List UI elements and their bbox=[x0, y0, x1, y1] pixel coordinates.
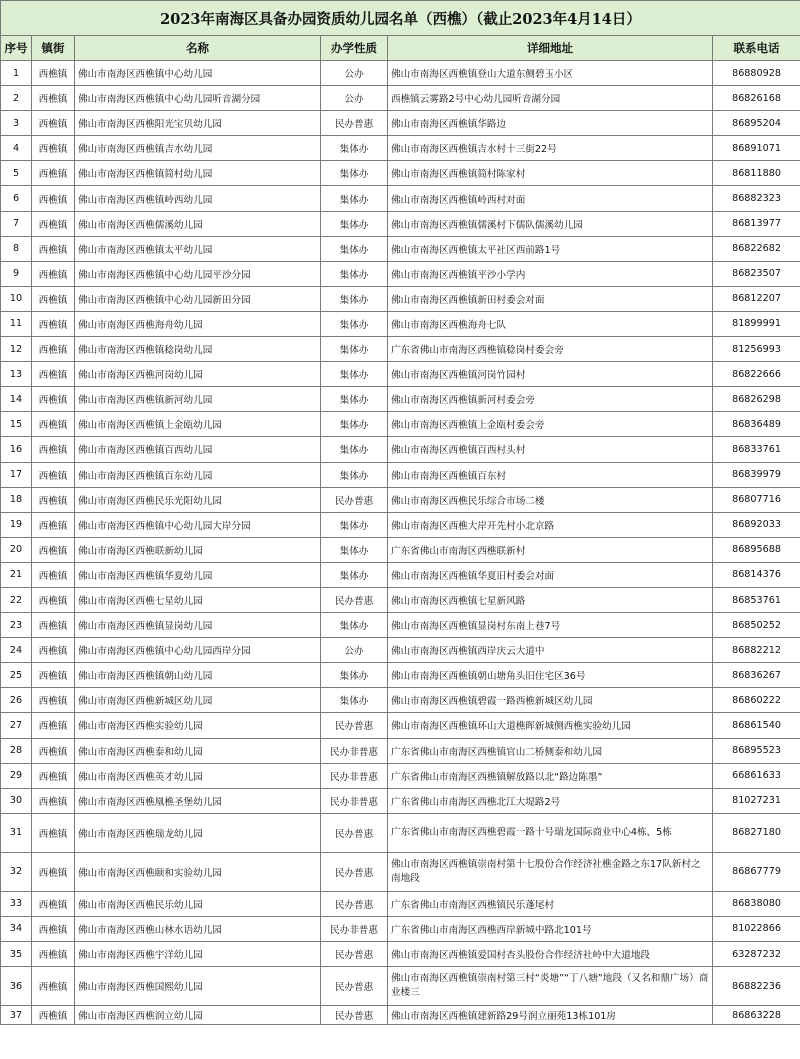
cell-address: 广东省佛山市南海区西樵联新村 bbox=[388, 537, 713, 562]
cell-nature: 集体办 bbox=[321, 186, 388, 211]
cell-name: 佛山市南海区西樵泰和幼儿园 bbox=[75, 738, 321, 763]
table-row bbox=[1, 1006, 800, 1025]
cell-phone: 86836267 bbox=[713, 663, 800, 688]
cell-address: 广东省佛山市南海区西樵镇稔岗村委会旁 bbox=[388, 337, 713, 362]
cell-phone: 86839979 bbox=[713, 462, 800, 487]
cell-nature: 集体办 bbox=[321, 537, 388, 562]
cell-address: 佛山市南海区西樵镇建新路29号润立丽苑13栋101房 bbox=[388, 1006, 713, 1025]
cell-nature: 集体办 bbox=[321, 412, 388, 437]
cell-address: 佛山市南海区西樵镇百西村头村 bbox=[388, 437, 713, 462]
cell-name: 佛山市南海区西樵镇简村幼儿园 bbox=[75, 161, 321, 186]
cell-nature: 民办普惠 bbox=[321, 487, 388, 512]
cell-town: 西樵镇 bbox=[32, 537, 75, 562]
table-row bbox=[1, 916, 800, 941]
cell-no: 9 bbox=[1, 261, 32, 286]
cell-no: 12 bbox=[1, 337, 32, 362]
cell-phone: 86822682 bbox=[713, 236, 800, 261]
table-row bbox=[1, 61, 800, 86]
cell-no: 24 bbox=[1, 638, 32, 663]
cell-address: 佛山市南海区西樵镇新河村委会旁 bbox=[388, 387, 713, 412]
cell-no: 27 bbox=[1, 713, 32, 738]
cell-town: 西樵镇 bbox=[32, 763, 75, 788]
cell-nature: 集体办 bbox=[321, 362, 388, 387]
cell-name: 佛山市南海区西樵民乐幼儿园 bbox=[75, 891, 321, 916]
cell-nature: 民办普惠 bbox=[321, 713, 388, 738]
header-town: 镇街 bbox=[32, 36, 75, 61]
cell-no: 1 bbox=[1, 61, 32, 86]
cell-phone: 86826298 bbox=[713, 387, 800, 412]
cell-town: 西樵镇 bbox=[32, 462, 75, 487]
table-row bbox=[1, 537, 800, 562]
cell-nature: 集体办 bbox=[321, 311, 388, 336]
table-row bbox=[1, 788, 800, 813]
cell-no: 18 bbox=[1, 487, 32, 512]
cell-phone: 86867779 bbox=[713, 852, 800, 891]
cell-no: 13 bbox=[1, 362, 32, 387]
cell-address: 佛山市南海区西樵镇华夏旧村委会对面 bbox=[388, 562, 713, 587]
cell-address: 广东省佛山市南海区西樵碧霞一路十号瑞龙国际商业中心4栋、5栋 bbox=[388, 813, 713, 852]
cell-name: 佛山市南海区西樵镇华夏幼儿园 bbox=[75, 562, 321, 587]
cell-address: 佛山市南海区西樵镇华路边 bbox=[388, 111, 713, 136]
table-row bbox=[1, 891, 800, 916]
cell-phone: 81256993 bbox=[713, 337, 800, 362]
cell-name: 佛山市南海区西樵镇岭西幼儿园 bbox=[75, 186, 321, 211]
cell-name: 佛山市南海区西樵联新幼儿园 bbox=[75, 537, 321, 562]
cell-nature: 民办非普惠 bbox=[321, 738, 388, 763]
cell-nature: 集体办 bbox=[321, 688, 388, 713]
cell-nature: 民办普惠 bbox=[321, 942, 388, 967]
table-row bbox=[1, 942, 800, 967]
cell-town: 西樵镇 bbox=[32, 412, 75, 437]
cell-nature: 集体办 bbox=[321, 136, 388, 161]
cell-no: 19 bbox=[1, 512, 32, 537]
table-row bbox=[1, 512, 800, 537]
cell-phone: 86813977 bbox=[713, 211, 800, 236]
cell-nature: 民办普惠 bbox=[321, 111, 388, 136]
table-row bbox=[1, 763, 800, 788]
cell-no: 21 bbox=[1, 562, 32, 587]
cell-nature: 民办普惠 bbox=[321, 1006, 388, 1025]
cell-nature: 集体办 bbox=[321, 236, 388, 261]
cell-town: 西樵镇 bbox=[32, 211, 75, 236]
cell-no: 20 bbox=[1, 537, 32, 562]
cell-nature: 集体办 bbox=[321, 462, 388, 487]
cell-name: 佛山市南海区西樵七星幼儿园 bbox=[75, 587, 321, 612]
cell-address: 佛山市南海区西樵镇七星新风路 bbox=[388, 587, 713, 612]
cell-address: 佛山市南海区西樵镇登山大道东侧碧玉小区 bbox=[388, 61, 713, 86]
cell-phone: 86850252 bbox=[713, 613, 800, 638]
cell-nature: 集体办 bbox=[321, 261, 388, 286]
cell-name: 佛山市南海区西樵镇显岗幼儿园 bbox=[75, 613, 321, 638]
cell-phone: 86882323 bbox=[713, 186, 800, 211]
cell-address: 佛山市南海区西樵镇吉水村十三街22号 bbox=[388, 136, 713, 161]
table-row bbox=[1, 487, 800, 512]
cell-name: 佛山市南海区西樵镇中心幼儿园平沙分园 bbox=[75, 261, 321, 286]
cell-address: 广东省佛山市南海区西樵镇民乐蓬尾村 bbox=[388, 891, 713, 916]
cell-town: 西樵镇 bbox=[32, 638, 75, 663]
cell-no: 32 bbox=[1, 852, 32, 891]
cell-no: 2 bbox=[1, 86, 32, 111]
cell-name: 佛山市南海区西樵颐和实验幼儿园 bbox=[75, 852, 321, 891]
cell-town: 西樵镇 bbox=[32, 891, 75, 916]
cell-town: 西樵镇 bbox=[32, 61, 75, 86]
cell-town: 西樵镇 bbox=[32, 713, 75, 738]
cell-town: 西樵镇 bbox=[32, 562, 75, 587]
cell-name: 佛山市南海区西樵镇中心幼儿园大岸分园 bbox=[75, 512, 321, 537]
cell-phone: 86836489 bbox=[713, 412, 800, 437]
header-phone: 联系电话 bbox=[713, 36, 800, 61]
cell-phone: 86892033 bbox=[713, 512, 800, 537]
cell-town: 西樵镇 bbox=[32, 86, 75, 111]
cell-town: 西樵镇 bbox=[32, 186, 75, 211]
cell-name: 佛山市南海区西樵阳光宝贝幼儿园 bbox=[75, 111, 321, 136]
cell-town: 西樵镇 bbox=[32, 337, 75, 362]
cell-phone: 81027231 bbox=[713, 788, 800, 813]
cell-town: 西樵镇 bbox=[32, 437, 75, 462]
cell-name: 佛山市南海区西樵润立幼儿园 bbox=[75, 1006, 321, 1025]
cell-town: 西樵镇 bbox=[32, 311, 75, 336]
cell-nature: 集体办 bbox=[321, 161, 388, 186]
cell-no: 33 bbox=[1, 891, 32, 916]
cell-phone: 86891071 bbox=[713, 136, 800, 161]
cell-no: 25 bbox=[1, 663, 32, 688]
table-row bbox=[1, 437, 800, 462]
cell-name: 佛山市南海区西樵镇朝山幼儿园 bbox=[75, 663, 321, 688]
table-row bbox=[1, 111, 800, 136]
cell-name: 佛山市南海区西樵河岗幼儿园 bbox=[75, 362, 321, 387]
cell-address: 佛山市南海区西樵镇岭西村对面 bbox=[388, 186, 713, 211]
cell-no: 10 bbox=[1, 286, 32, 311]
cell-town: 西樵镇 bbox=[32, 738, 75, 763]
table-body bbox=[1, 61, 800, 1025]
cell-no: 22 bbox=[1, 587, 32, 612]
cell-nature: 民办非普惠 bbox=[321, 788, 388, 813]
cell-no: 30 bbox=[1, 788, 32, 813]
cell-name: 佛山市南海区西樵山林水语幼儿园 bbox=[75, 916, 321, 941]
table-row bbox=[1, 186, 800, 211]
table-row bbox=[1, 688, 800, 713]
cell-no: 36 bbox=[1, 967, 32, 1006]
cell-no: 17 bbox=[1, 462, 32, 487]
cell-no: 14 bbox=[1, 387, 32, 412]
table-row bbox=[1, 286, 800, 311]
table-row bbox=[1, 967, 800, 1006]
cell-town: 西樵镇 bbox=[32, 942, 75, 967]
cell-phone: 86812207 bbox=[713, 286, 800, 311]
cell-name: 佛山市南海区西樵镇中心幼儿园新田分园 bbox=[75, 286, 321, 311]
cell-no: 4 bbox=[1, 136, 32, 161]
header-name: 名称 bbox=[75, 36, 321, 61]
cell-address: 佛山市南海区西樵镇碧霞一路西樵新城区幼儿园 bbox=[388, 688, 713, 713]
table-row bbox=[1, 663, 800, 688]
cell-town: 西樵镇 bbox=[32, 852, 75, 891]
cell-no: 23 bbox=[1, 613, 32, 638]
cell-address: 佛山市南海区西樵镇简村陈家村 bbox=[388, 161, 713, 186]
cell-phone: 86895523 bbox=[713, 738, 800, 763]
cell-name: 佛山市南海区西樵瑞龙幼儿园 bbox=[75, 813, 321, 852]
table-row bbox=[1, 161, 800, 186]
cell-phone: 86853761 bbox=[713, 587, 800, 612]
cell-no: 7 bbox=[1, 211, 32, 236]
cell-phone: 81022866 bbox=[713, 916, 800, 941]
cell-address: 佛山市南海区西樵镇儒溪村下儒队儒溪幼儿园 bbox=[388, 211, 713, 236]
cell-town: 西樵镇 bbox=[32, 136, 75, 161]
cell-nature: 集体办 bbox=[321, 663, 388, 688]
cell-name: 佛山市南海区西樵凰樵圣堡幼儿园 bbox=[75, 788, 321, 813]
cell-name: 佛山市南海区西樵国熙幼儿园 bbox=[75, 967, 321, 1006]
header-address: 详细地址 bbox=[388, 36, 713, 61]
header-nature: 办学性质 bbox=[321, 36, 388, 61]
table-row bbox=[1, 738, 800, 763]
cell-name: 佛山市南海区西樵镇中心幼儿园 bbox=[75, 61, 321, 86]
cell-no: 5 bbox=[1, 161, 32, 186]
cell-town: 西樵镇 bbox=[32, 813, 75, 852]
cell-name: 佛山市南海区西樵英才幼儿园 bbox=[75, 763, 321, 788]
cell-address: 佛山市南海区西樵镇朝山塘角头旧住宅区36号 bbox=[388, 663, 713, 688]
cell-address: 佛山市南海区西樵海舟七队 bbox=[388, 311, 713, 336]
table-row bbox=[1, 587, 800, 612]
table-row bbox=[1, 337, 800, 362]
cell-address: 佛山市南海区西樵镇平沙小学内 bbox=[388, 261, 713, 286]
cell-phone: 86880928 bbox=[713, 61, 800, 86]
table-title: 2023年南海区具备办园资质幼儿园名单（西樵）（截止2023年4月14日） bbox=[1, 1, 800, 36]
cell-town: 西樵镇 bbox=[32, 1006, 75, 1025]
cell-no: 31 bbox=[1, 813, 32, 852]
cell-town: 西樵镇 bbox=[32, 161, 75, 186]
cell-no: 28 bbox=[1, 738, 32, 763]
cell-address: 佛山市南海区西樵镇显岗村东南上巷7号 bbox=[388, 613, 713, 638]
cell-address: 佛山市南海区西樵镇崇南村第十七股份合作经济社樵金路之东17队新村之南地段 bbox=[388, 852, 713, 891]
cell-town: 西樵镇 bbox=[32, 261, 75, 286]
cell-town: 西樵镇 bbox=[32, 663, 75, 688]
cell-no: 16 bbox=[1, 437, 32, 462]
cell-town: 西樵镇 bbox=[32, 111, 75, 136]
cell-no: 35 bbox=[1, 942, 32, 967]
cell-no: 8 bbox=[1, 236, 32, 261]
cell-name: 佛山市南海区西樵镇中心幼儿园西岸分园 bbox=[75, 638, 321, 663]
cell-name: 佛山市南海区西樵实验幼儿园 bbox=[75, 713, 321, 738]
cell-name: 佛山市南海区西樵新城区幼儿园 bbox=[75, 688, 321, 713]
cell-phone: 86838080 bbox=[713, 891, 800, 916]
cell-phone: 86811880 bbox=[713, 161, 800, 186]
cell-nature: 民办普惠 bbox=[321, 967, 388, 1006]
cell-name: 佛山市南海区西樵镇吉水幼儿园 bbox=[75, 136, 321, 161]
cell-name: 佛山市南海区西樵海舟幼儿园 bbox=[75, 311, 321, 336]
cell-phone: 86860222 bbox=[713, 688, 800, 713]
cell-no: 6 bbox=[1, 186, 32, 211]
cell-name: 佛山市南海区西樵镇上金瓯幼儿园 bbox=[75, 412, 321, 437]
cell-address: 广东省佛山市南海区西樵西岸新城中路北101号 bbox=[388, 916, 713, 941]
cell-phone: 86863228 bbox=[713, 1006, 800, 1025]
cell-town: 西樵镇 bbox=[32, 236, 75, 261]
cell-nature: 民办普惠 bbox=[321, 891, 388, 916]
cell-town: 西樵镇 bbox=[32, 512, 75, 537]
cell-address: 佛山市南海区西樵镇上金瓯村委会旁 bbox=[388, 412, 713, 437]
cell-town: 西樵镇 bbox=[32, 387, 75, 412]
table-row bbox=[1, 562, 800, 587]
cell-nature: 民办普惠 bbox=[321, 852, 388, 891]
cell-name: 佛山市南海区西樵镇太平幼儿园 bbox=[75, 236, 321, 261]
table-row bbox=[1, 236, 800, 261]
cell-name: 佛山市南海区西樵镇新河幼儿园 bbox=[75, 387, 321, 412]
cell-town: 西樵镇 bbox=[32, 788, 75, 813]
cell-town: 西樵镇 bbox=[32, 613, 75, 638]
cell-phone: 86827180 bbox=[713, 813, 800, 852]
cell-phone: 66861633 bbox=[713, 763, 800, 788]
table-row bbox=[1, 813, 800, 852]
cell-nature: 集体办 bbox=[321, 211, 388, 236]
cell-address: 佛山市南海区西樵民乐综合市场二楼 bbox=[388, 487, 713, 512]
table-row bbox=[1, 713, 800, 738]
cell-name: 佛山市南海区西樵镇稔岗幼儿园 bbox=[75, 337, 321, 362]
cell-phone: 86826168 bbox=[713, 86, 800, 111]
cell-name: 佛山市南海区西樵宇洋幼儿园 bbox=[75, 942, 321, 967]
cell-no: 26 bbox=[1, 688, 32, 713]
cell-phone: 86822666 bbox=[713, 362, 800, 387]
cell-no: 11 bbox=[1, 311, 32, 336]
cell-nature: 民办非普惠 bbox=[321, 916, 388, 941]
header-no: 序号 bbox=[1, 36, 32, 61]
table-row bbox=[1, 311, 800, 336]
cell-nature: 集体办 bbox=[321, 562, 388, 587]
cell-phone: 86823507 bbox=[713, 261, 800, 286]
cell-address: 佛山市南海区西樵大岸开先村小北京路 bbox=[388, 512, 713, 537]
table-row bbox=[1, 211, 800, 236]
table-row bbox=[1, 412, 800, 437]
table-row bbox=[1, 136, 800, 161]
cell-address: 佛山市南海区西樵镇百东村 bbox=[388, 462, 713, 487]
cell-phone: 86882212 bbox=[713, 638, 800, 663]
cell-nature: 集体办 bbox=[321, 437, 388, 462]
cell-phone: 81899991 bbox=[713, 311, 800, 336]
cell-address: 佛山市南海区西樵镇爱国村杏头股份合作经济社岭中大道地段 bbox=[388, 942, 713, 967]
cell-town: 西樵镇 bbox=[32, 916, 75, 941]
cell-name: 佛山市南海区西樵镇百西幼儿园 bbox=[75, 437, 321, 462]
cell-no: 34 bbox=[1, 916, 32, 941]
cell-town: 西樵镇 bbox=[32, 688, 75, 713]
cell-address: 佛山市南海区西樵镇崇南村第三村“炎塘”“丁八塘”地段（又名和鼎广场）商业楼三 bbox=[388, 967, 713, 1006]
cell-town: 西樵镇 bbox=[32, 362, 75, 387]
cell-no: 37 bbox=[1, 1006, 32, 1025]
cell-no: 29 bbox=[1, 763, 32, 788]
cell-town: 西樵镇 bbox=[32, 967, 75, 1006]
cell-address: 广东省佛山市南海区西樵北江大堤路2号 bbox=[388, 788, 713, 813]
table-row bbox=[1, 261, 800, 286]
table-row bbox=[1, 462, 800, 487]
cell-no: 15 bbox=[1, 412, 32, 437]
table-row bbox=[1, 852, 800, 891]
cell-town: 西樵镇 bbox=[32, 487, 75, 512]
table-row bbox=[1, 613, 800, 638]
cell-nature: 集体办 bbox=[321, 286, 388, 311]
cell-phone: 86807716 bbox=[713, 487, 800, 512]
table-row bbox=[1, 362, 800, 387]
cell-nature: 民办非普惠 bbox=[321, 763, 388, 788]
cell-town: 西樵镇 bbox=[32, 286, 75, 311]
cell-phone: 86861540 bbox=[713, 713, 800, 738]
cell-nature: 集体办 bbox=[321, 512, 388, 537]
cell-name: 佛山市南海区西樵民乐光阳幼儿园 bbox=[75, 487, 321, 512]
cell-phone: 86882236 bbox=[713, 967, 800, 1006]
table-row bbox=[1, 387, 800, 412]
cell-address: 广东省佛山市南海区西樵镇解放路以北“路边陈墨” bbox=[388, 763, 713, 788]
cell-address: 佛山市南海区西樵镇太平社区西前路1号 bbox=[388, 236, 713, 261]
cell-address: 佛山市南海区西樵镇河岗竹园村 bbox=[388, 362, 713, 387]
cell-name: 佛山市南海区西樵镇百东幼儿园 bbox=[75, 462, 321, 487]
cell-nature: 民办普惠 bbox=[321, 813, 388, 852]
cell-address: 佛山市南海区西樵镇新田村委会对面 bbox=[388, 286, 713, 311]
cell-nature: 公办 bbox=[321, 61, 388, 86]
cell-nature: 公办 bbox=[321, 86, 388, 111]
cell-no: 3 bbox=[1, 111, 32, 136]
cell-nature: 公办 bbox=[321, 638, 388, 663]
cell-phone: 86814376 bbox=[713, 562, 800, 587]
header-row bbox=[1, 36, 800, 61]
cell-name: 佛山市南海区西樵儒溪幼儿园 bbox=[75, 211, 321, 236]
cell-phone: 86895688 bbox=[713, 537, 800, 562]
table-row bbox=[1, 86, 800, 111]
cell-address: 佛山市南海区西樵镇西岸庆云大道中 bbox=[388, 638, 713, 663]
cell-phone: 63287232 bbox=[713, 942, 800, 967]
cell-phone: 86833761 bbox=[713, 437, 800, 462]
cell-nature: 集体办 bbox=[321, 613, 388, 638]
cell-address: 西樵镇云雾路2号中心幼儿园听音湖分园 bbox=[388, 86, 713, 111]
cell-nature: 民办普惠 bbox=[321, 587, 388, 612]
cell-address: 佛山市南海区西樵镇环山大道樵晖新城侧西樵实验幼儿园 bbox=[388, 713, 713, 738]
table-row bbox=[1, 638, 800, 663]
cell-town: 西樵镇 bbox=[32, 587, 75, 612]
cell-name: 佛山市南海区西樵镇中心幼儿园听音湖分园 bbox=[75, 86, 321, 111]
cell-phone: 86895204 bbox=[713, 111, 800, 136]
cell-nature: 集体办 bbox=[321, 337, 388, 362]
cell-address: 广东省佛山市南海区西樵镇官山二桥侧泰和幼儿园 bbox=[388, 738, 713, 763]
cell-nature: 集体办 bbox=[321, 387, 388, 412]
